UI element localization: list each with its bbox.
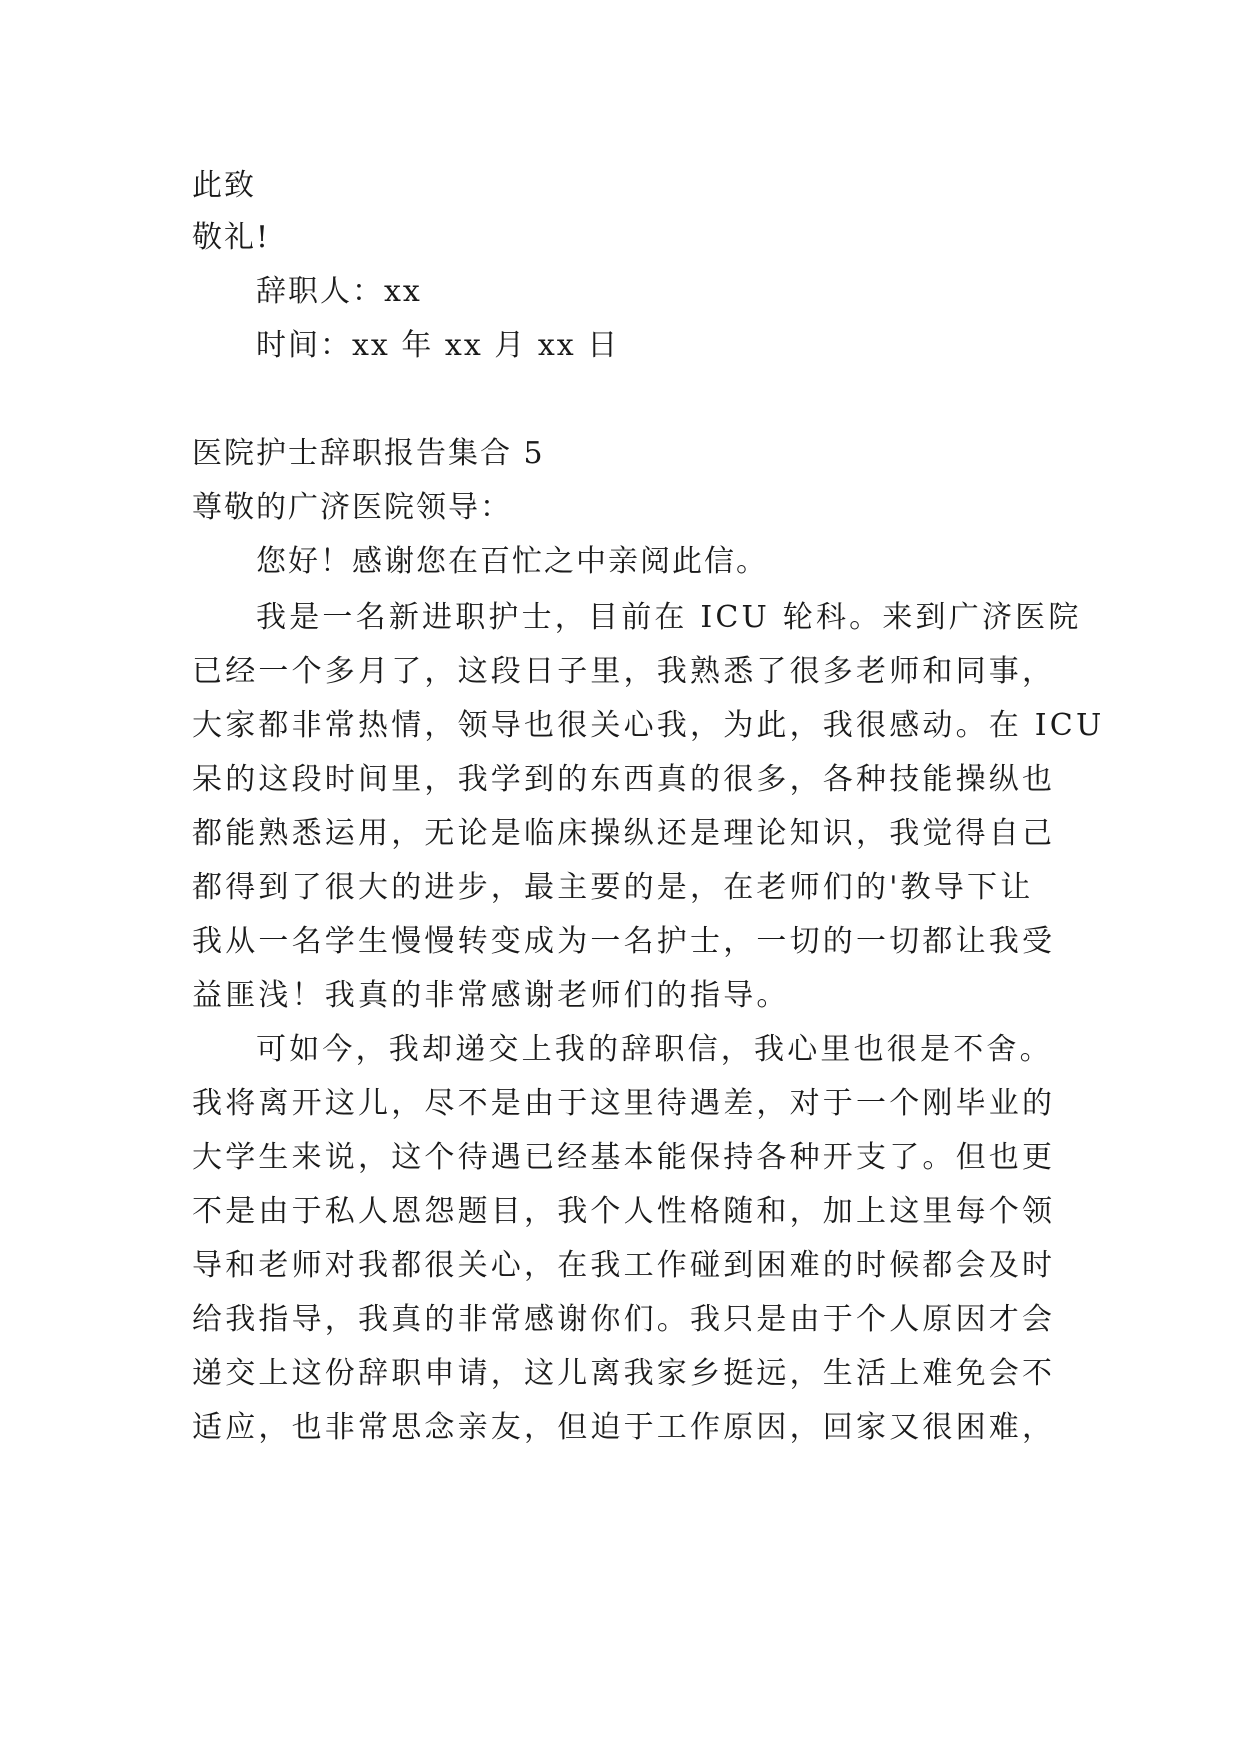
body-line: 不是由于私人恩怨题目，我个人性格随和，加上这里每个领 <box>192 1194 1056 1229</box>
body-line: 都得到了很大的进步，最主要的是，在老师们的'教导下让 <box>192 870 1034 905</box>
body-line: 您好！感谢您在百忙之中亲阅此信。 <box>256 544 768 579</box>
body-line: 可如今，我却递交上我的辞职信，我心里也很是不舍。 <box>256 1032 1053 1067</box>
body-line: 递交上这份辞职申请，这儿离我家乡挺远，生活上难免会不 <box>192 1356 1056 1391</box>
section-title: 医院护士辞职报告集合 5 <box>192 436 545 471</box>
salutation: 尊敬的广济医院领导： <box>192 490 512 525</box>
body-line: 大学生来说，这个待遇已经基本能保持各种开支了。但也更 <box>192 1140 1056 1175</box>
body-line: 我是一名新进职护士，目前在 ICU 轮科。来到广济医院 <box>256 600 1082 635</box>
body-line: 益匪浅！我真的非常感谢老师们的指导。 <box>192 978 790 1013</box>
body-line: 适应，也非常思念亲友，但迫于工作原因，回家又很困难， <box>192 1410 1056 1445</box>
body-line: 已经一个多月了，这段日子里，我熟悉了很多老师和同事， <box>192 654 1056 689</box>
body-line: 呆的这段时间里，我学到的东西真的很多，各种技能操纵也 <box>192 762 1056 797</box>
body-line: 我将离开这儿，尽不是由于这里待遇差，对于一个刚毕业的 <box>192 1086 1056 1121</box>
closing-line-1: 此致 <box>192 168 256 203</box>
body-line: 导和老师对我都很关心，在我工作碰到困难的时候都会及时 <box>192 1248 1056 1283</box>
closing-line-2: 敬礼! <box>192 220 271 255</box>
body-line: 大家都非常热情，领导也很关心我，为此，我很感动。在 ICU <box>192 708 1105 743</box>
signer-line: 辞职人：xx <box>256 274 422 309</box>
body-line: 给我指导，我真的非常感谢你们。我只是由于个人原因才会 <box>192 1302 1056 1337</box>
date-line: 时间：xx 年 xx 月 xx 日 <box>256 328 620 363</box>
body-line: 都能熟悉运用，无论是临床操纵还是理论知识，我觉得自己 <box>192 816 1056 851</box>
body-line: 我从一名学生慢慢转变成为一名护士，一切的一切都让我受 <box>192 924 1056 959</box>
